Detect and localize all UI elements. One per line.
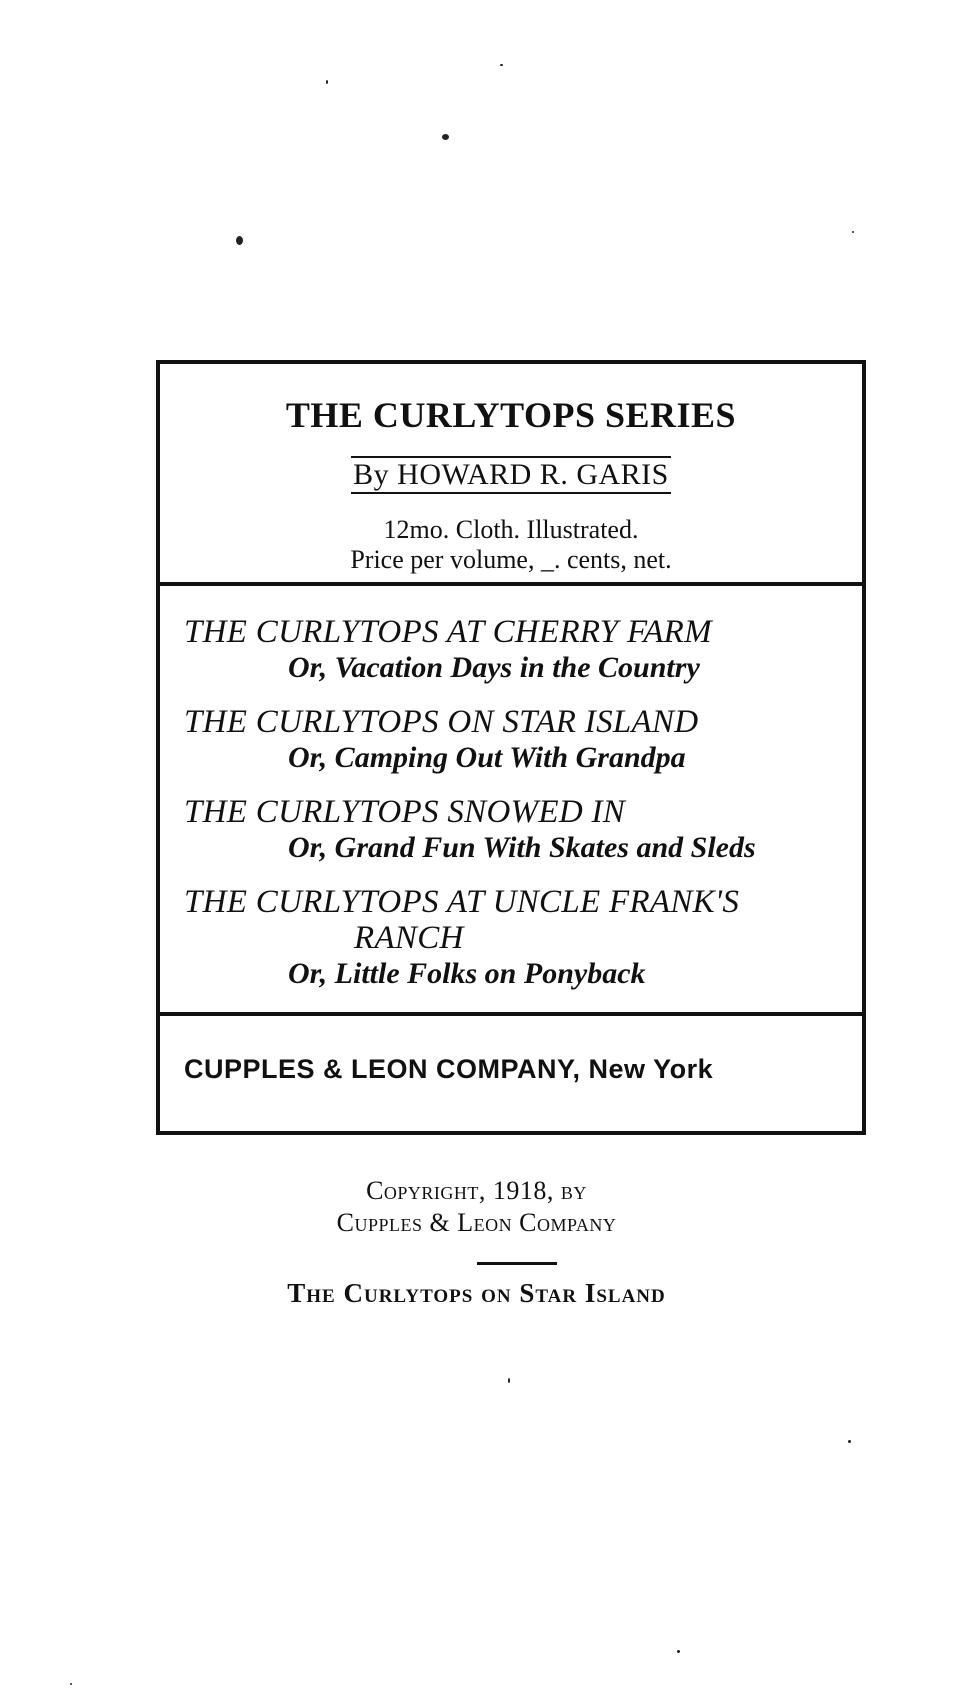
book-entry	[184, 884, 844, 992]
book-subtitle: Or, Camping Out With Grandpa	[288, 741, 686, 774]
scan-speck	[508, 1378, 510, 1383]
series-price: Price per volume, _. cents, net.	[350, 545, 672, 574]
author-line	[160, 456, 862, 494]
book-entry	[184, 704, 844, 776]
scan-speck	[852, 231, 854, 233]
scan-speck	[236, 236, 243, 245]
book-title-continued: RANCH	[354, 920, 464, 956]
scan-speck	[677, 1650, 680, 1653]
series-header	[160, 364, 862, 586]
book-title: THE CURLYTOPS AT UNCLE FRANK'S	[184, 884, 740, 920]
publisher-footer	[160, 1012, 862, 1131]
scan-speck	[848, 1440, 851, 1443]
series-author: By HOWARD R. GARIS	[351, 456, 671, 494]
book-subtitle: Or, Grand Fun With Skates and Sleds	[288, 831, 756, 864]
book-title: THE CURLYTOPS SNOWED IN	[184, 794, 626, 830]
book-entry	[184, 794, 844, 866]
book-title: THE CURLYTOPS AT CHERRY FARM	[184, 614, 712, 650]
book-entry	[184, 614, 844, 686]
series-advertisement-box	[156, 360, 866, 1135]
book-list	[160, 590, 862, 1010]
scan-speck	[442, 134, 449, 140]
book-title-footer: The Curlytops on Star Island	[287, 1278, 666, 1308]
series-title: THE CURLYTOPS SERIES	[285, 395, 737, 435]
scan-speck	[500, 64, 503, 66]
copyright-holder: Cupples & Leon Company	[336, 1208, 617, 1237]
series-format: 12mo. Cloth. Illustrated.	[383, 515, 639, 544]
scan-speck	[70, 1683, 72, 1685]
book-subtitle: Or, Vacation Days in the Country	[288, 651, 700, 684]
book-title: THE CURLYTOPS ON STAR ISLAND	[184, 704, 699, 740]
copyright-line: Copyright, 1918, by	[366, 1176, 587, 1205]
scan-speck	[326, 80, 328, 84]
book-subtitle: Or, Little Folks on Ponyback	[288, 957, 646, 990]
divider-rule	[477, 1262, 557, 1265]
publisher-name: CUPPLES & LEON COMPANY, New York	[184, 1054, 714, 1084]
